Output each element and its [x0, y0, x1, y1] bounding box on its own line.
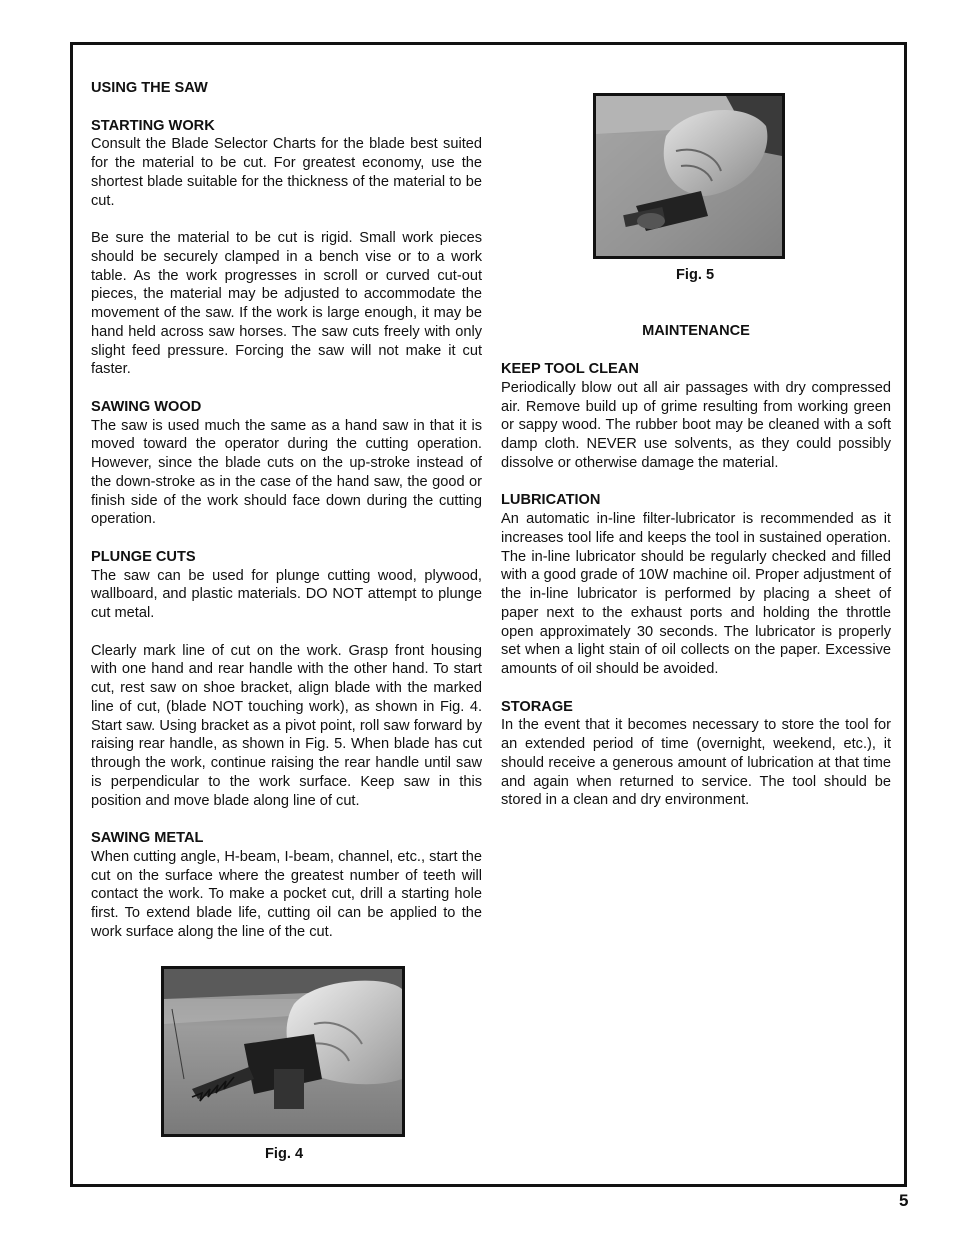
- paragraph-starting-work-2: Be sure the material to be cut is rigid. Small work pieces should be securely clamped in a bench vise or to a work table. As the work progresses in scroll or curved cut-out pieces, the material may be adjusted to accommodate the movement of the saw. If the work is large enough, it may be hand held across saw horses. The saw cuts freely with only slight feed pressure. Forcing the saw will not make it cut faster.: [91, 230, 482, 378]
- paragraph-plunge-cuts-2: Clearly mark line of cut on the work. Grasp front housing with one hand and rear handle with the other hand. To start cut, rest saw on shoe bracket, align blade with the marked line of cut, (blade NOT touching work), as shown in Fig. 4. Start saw. Using bracket as a pivot point, roll saw forward by raising rear handle, as shown in Fig. 5. When blade has cut through the work, continue raising the rear handle until saw is perpendicular to the work surface. Keep saw in this position and move blade along line of cut.: [91, 642, 482, 809]
- section-title-maintenance: MAINTENANCE: [642, 323, 750, 339]
- paragraph-starting-work-1: Consult the Blade Selector Charts for the blade best suited for the material to be cut. For greatest economy, use the shortest blade suitable for the thickness of the material to be cut.: [91, 136, 482, 209]
- figure-4-caption: Fig. 4: [265, 1146, 304, 1162]
- heading-sawing-metal: SAWING METAL: [91, 830, 204, 846]
- heading-starting-work: STARTING WORK: [91, 117, 215, 134]
- paragraph-sawing-wood: The saw is used much the same as a hand saw in that it is moved toward the operator during the cutting operation. However, since the blade cuts on the up-stroke instead of the down-stroke as in the case of the hand saw, the good or finish side of the work should face down during the cutting operation.: [91, 417, 482, 528]
- heading-storage: STORAGE: [501, 698, 573, 715]
- heading-plunge-cuts: PLUNGE CUTS: [91, 548, 196, 565]
- paragraph-plunge-cuts-1: The saw can be used for plunge cutting wood, plywood, wallboard, and plastic materials. DO NOT attempt to plunge cut metal.: [91, 567, 482, 621]
- paragraph-lubrication: An automatic in-line filter-lubricator is recommended as it increases tool life and keeps the tool in sustained operation. The in-line lubricator should be regularly checked and filled with a good grade of 10W machine oil. Proper adjustment of the in-line lubricator is performed by placing a sheet of paper next to the exhaust ports and holding the throttle open approximately 30 seconds. The lubricator is properly set when a light stain of oil collects on the paper. Excessive amounts of oil should be avoided.: [501, 511, 891, 677]
- paragraph-keep-tool-clean: Periodically blow out all air passages with dry compressed air. Remove build up of grime resulting from working green or sappy wood. The rubber boot may be cleaned with a soft damp cloth. NEVER use solvents, as they could possibly dissolve or otherwise damage the material.: [501, 379, 891, 471]
- figure-4-photo: [161, 966, 405, 1137]
- figure-5-caption: Fig. 5: [676, 267, 715, 283]
- heading-lubrication: LUBRICATION: [501, 492, 601, 509]
- section-title-using-the-saw: USING THE SAW: [91, 80, 208, 96]
- heading-keep-tool-clean: KEEP TOOL CLEAN: [501, 361, 639, 377]
- heading-sawing-wood: SAWING WOOD: [91, 398, 202, 415]
- left-column: [91, 79, 482, 960]
- paragraph-sawing-metal: When cutting angle, H-beam, I-beam, channel, etc., start the cut on the surface where the greatest number of teeth will contact the work. To make a pocket cut, drill a starting hole first. To extend blade life, cutting oil can be applied to the work surface along the line of the cut.: [91, 848, 482, 940]
- page-number: 5: [899, 1191, 909, 1210]
- right-column: [501, 360, 891, 829]
- figure-5-photo: [593, 93, 785, 259]
- paragraph-storage: In the event that it becomes necessary to store the tool for an extended period of time (overnight, weekend, etc.), it should receive a generous amount of lubrication at that time and again when returned to service. The tool should be stored in a clean and dry environment.: [501, 717, 891, 809]
